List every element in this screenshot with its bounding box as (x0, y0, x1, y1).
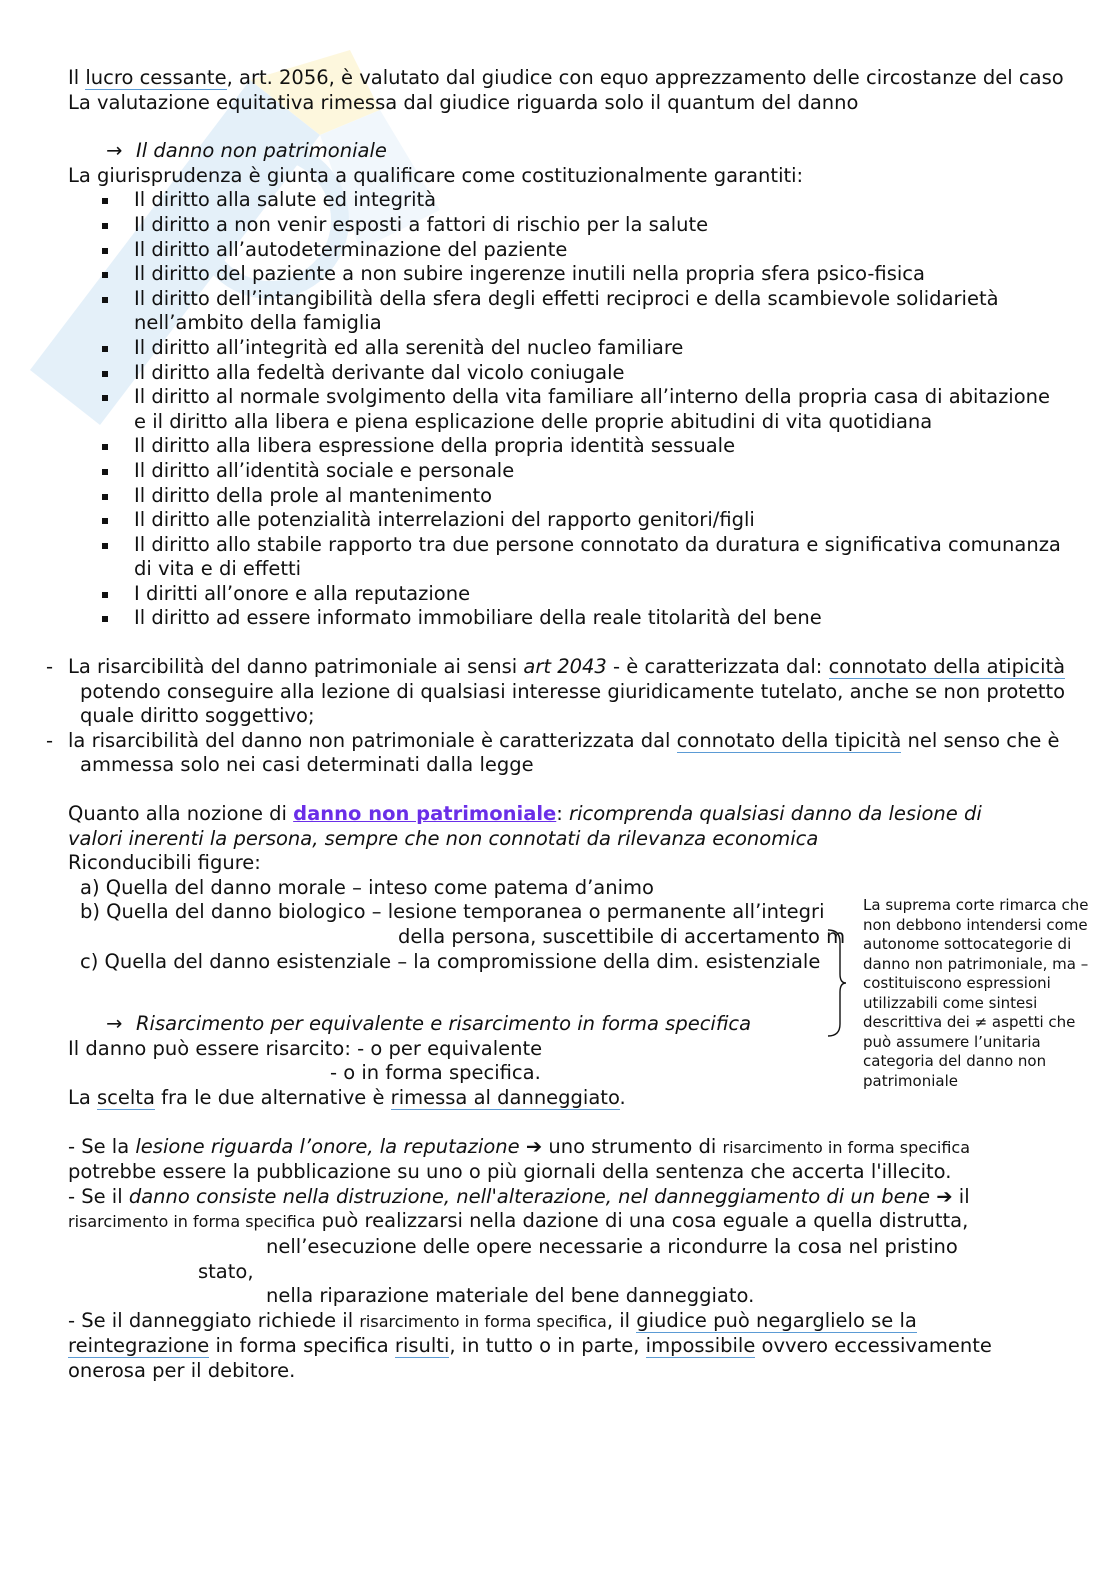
paragraph-scelta: La scelta fra le due alternative è rimessa al danneggiato. (68, 1085, 626, 1109)
list-item: Il diritto ad essere informato immobiliare della reale titolarità del bene (68, 606, 1068, 631)
paragraph-risarcito-cont: - o in forma specifica. (330, 1061, 541, 1085)
paragraph-nozione: Quanto alla nozione di danno non patrimoniale: ricomprenda qualsiasi danno da lesione di valori inerenti la persona, sempre che non connotati da rilevanza economica (68, 802, 982, 850)
arrow-right-icon: ➔ (519, 1134, 549, 1158)
lucro-cessante-term: lucro cessante (85, 66, 227, 89)
list-item: Il diritto all’autodeterminazione del paziente (68, 238, 1068, 263)
list-item: Il diritto dell’intangibilità della sfera degli effetti reciproci e della scambievole solidarietà nell’ambito della famiglia (68, 287, 1068, 336)
list-item: Il diritto alla fedeltà derivante dal vicolo coniugale (68, 361, 1068, 386)
side-note-textbox: La suprema corte rimarca che non debbono intendersi come autonome sottocategorie di danno non patrimoniale, ma – costituiscono espressioni utilizzabili come sintesi descrittiva dei ≠ aspetti che può assumere l’unitaria categoria del danno non patrimoniale (863, 896, 1089, 1090)
list-item: Il diritto allo stabile rapporto tra due persone connotato da duratura e significativa comunanza di vita e di effetti (68, 533, 1068, 582)
list-item: Il diritto a non venir esposti a fattori di rischio per la salute (68, 213, 1068, 238)
list-item: Il diritto al normale svolgimento della vita familiare all’interno della propria casa di abitazione e il diritto alla libera e piena esplicazione delle proprie abitudini di vita quotidiana (68, 385, 1068, 434)
paragraph-bene-stato: stato, (198, 1259, 254, 1283)
arrow-icon: → (106, 139, 123, 163)
figure-item: c) Quella del danno esistenziale – la compromissione della dim. esistenziale (80, 949, 821, 973)
figure-item: b) Quella del danno biologico – lesione temporanea o permanente all’integri (80, 900, 825, 924)
arrow-right-icon: ➔ (930, 1184, 959, 1208)
figure-intro: Riconducibili figure: (68, 851, 261, 875)
list-item: - La risarcibilità del danno patrimoniale ai sensi art 2043 - è caratterizzata dal: connotato della atipicità potendo conseguire alla lezione di qualsiasi interesse giuridicamente tutelato, anche se non protetto quale diritto soggettivo; (46, 655, 1066, 728)
paragraph-bene: - Se il danno consiste nella distruzione, nell'alterazione, nel danneggiamento di un bene ➔ il risarcimento in forma specifica può realizzarsi nella dazione di una cosa eguale a quella distrutta, (68, 1184, 970, 1233)
figure-item-continuation: della persona, suscettibile di accertamento m (398, 925, 846, 948)
list-item: Il diritto all’integrità ed alla serenità del nucleo familiare (68, 336, 1068, 361)
figure-item: a) Quella del danno morale – inteso come patema d’animo (80, 875, 654, 899)
dash-bullet: - (46, 655, 54, 679)
list-item: Il diritto del paziente a non subire ingerenze inutili nella propria sfera psico-fisica (68, 262, 1068, 287)
paragraph-richiede: - Se il danneggiato richiede il risarcimento in forma specifica, il giudice può negarglielo se la reintegrazione in forma specifica risulti, in tutto o in parte, impossibile ovvero eccessivamente onerosa per il debitore. (68, 1308, 992, 1382)
dash-bullet: - (46, 728, 54, 752)
paragraph-onore: - Se la lesione riguarda l’onore, la reputazione ➔ uno strumento di risarcimento in forma specifica potrebbe essere la pubblicazione su uno o più giornali della sentenza che accerta l'illecito. (68, 1134, 971, 1184)
list-item: Il diritto alla libera espressione della propria identità sessuale (68, 434, 1068, 459)
paragraph-valutazione: La valutazione equitativa rimessa dal giudice riguarda solo il quantum del danno (68, 90, 859, 114)
list-item: Il diritto all’identità sociale e personale (68, 459, 1068, 484)
list-item: Il diritto della prole al mantenimento (68, 484, 1068, 509)
list-item: Il diritto alle potenzialità interrelazioni del rapporto genitori/figli (68, 508, 1068, 533)
paragraph-lucro: Il lucro cessante, art. 2056, è valutato dal giudice con equo apprezzamento delle circostanze del caso (68, 66, 1064, 89)
paragraph-bene-esecuzione: nell’esecuzione delle opere necessarie a ricondurre la cosa nel pristino (266, 1234, 958, 1258)
paragraph-risarcito: Il danno può essere risarcito: - o per equivalente (68, 1036, 543, 1060)
risarcibilita-list (46, 655, 1068, 778)
brace-icon (826, 928, 848, 1038)
arrow-icon: → (106, 1012, 123, 1036)
main-text (46, 66, 1068, 1383)
paragraph-bene-riparazione: nella riparazione materiale del bene danneggiato. (266, 1283, 755, 1307)
heading-danno-non-patrimoniale: → Il danno non patrimoniale (106, 139, 387, 163)
heading-risarcimento: → Risarcimento per equivalente e risarcimento in forma specifica (106, 1012, 752, 1036)
list-item: - la risarcibilità del danno non patrimoniale è caratterizzata dal connotato della tipicità nel senso che è ammessa solo nei casi determinati dalla legge (46, 728, 1060, 777)
list-item: I diritti all’onore e alla reputazione (68, 582, 1068, 607)
list-item: Il diritto alla salute ed integrità (68, 188, 1068, 213)
danno-non-patrimoniale-link[interactable]: danno non patrimoniale (293, 802, 557, 826)
rights-list (68, 188, 1068, 631)
paragraph-intro: La giurisprudenza è giunta a qualificare come costituzionalmente garantiti: (68, 163, 804, 187)
